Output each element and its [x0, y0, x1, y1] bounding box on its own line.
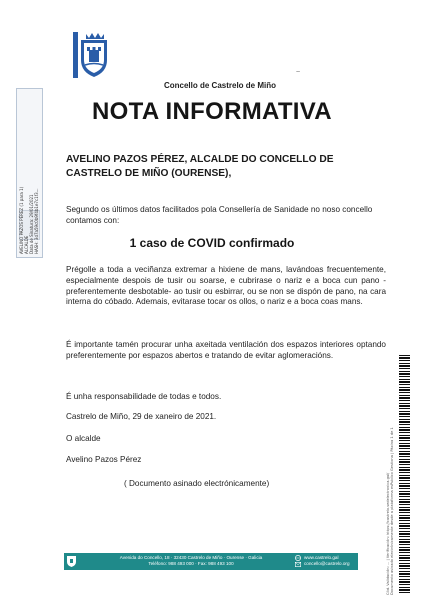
signed-note: ( Documento asinado electrónicamente)	[124, 479, 270, 488]
stamp-line: Data de Sinatura: 29/01/2021	[29, 194, 34, 254]
closing-role: O alcalde	[66, 434, 101, 443]
footer-address-line: Avenida do Concello, 18 · 32430 Castrelo de Miño · Ourense · Galicia	[119, 554, 263, 560]
date-line: Castrelo de Miño, 29 de xaneiro de 2021.	[66, 412, 217, 421]
stamp-line: ALCALDE	[24, 235, 29, 254]
footer-contact	[304, 555, 360, 568]
council-name: Concello de Castrelo de Miño	[163, 81, 276, 90]
footer-crest-icon	[67, 556, 76, 567]
municipal-crest-icon	[73, 32, 111, 78]
hygiene-paragraph: Prégolle a toda a veciñanza extremar a hixiene de mans, lavándoas frecuentemente, especialmente despois de tusir ou soarse, e cubrirase o nariz e a boca cun pano -preferentemente desbotable- ao tusir ou esbirrar, ou se non se dispón de pano, na cara interna do cóbado. Ademais, evitarase tocar os ollos, o nariz e a boca coas mans.	[66, 265, 386, 307]
stamp-line: HASH: 3d7a59c0b9f4b1e7c1f3...	[34, 188, 39, 254]
intro-paragraph: Segundo os últimos datos facilitados pola Consellería de Sanidade no noso concello contamos con:	[66, 205, 373, 225]
footer-address	[86, 555, 296, 568]
mail-icon	[295, 562, 301, 567]
footer-phone-line: Teléfono: 988 493 000 · Fax: 988 493 100	[148, 561, 234, 566]
validation-barcode	[399, 355, 410, 595]
footer-website-link[interactable]: www.castrelo.gal	[304, 554, 339, 560]
closing-name: Avelino Pazos Pérez	[66, 455, 142, 464]
footer-email-link[interactable]: concello@castrelo.org	[304, 561, 350, 566]
footer-band	[64, 553, 358, 570]
signer-heading: AVELINO PAZOS PÉREZ, ALCALDE DO CONCELLO DE CASTRELO DE MIÑO (OURENSE),	[66, 154, 334, 179]
case-count-headline: 1 caso de COVID confirmado	[129, 236, 295, 250]
signature-stamp-text	[19, 84, 39, 254]
stamp-line: AVELINO PAZOS PÉREZ (1 para 1)	[19, 186, 24, 254]
ventilation-paragraph: É importante tamén procurar unha axeitada ventilación dos espazos interiores optando preferentemente por espazos abertos e tratando de evitar aglomeracións.	[66, 340, 386, 360]
validation-line: Cód. Validación: ... | Verificación: https://castrelo.sedelectronica.gal/	[386, 472, 390, 595]
responsibility-line: É unha responsabilidade de todas e todos.	[66, 392, 222, 401]
globe-icon	[295, 555, 301, 561]
document-title: NOTA INFORMATIVA	[92, 98, 332, 125]
registry-mark: ~	[296, 69, 301, 76]
validation-line: Documento asinado electrónicamente desde a plataforma esPublico Gestiona | Páxina 1 de 1	[390, 427, 395, 595]
validation-text	[386, 355, 398, 595]
